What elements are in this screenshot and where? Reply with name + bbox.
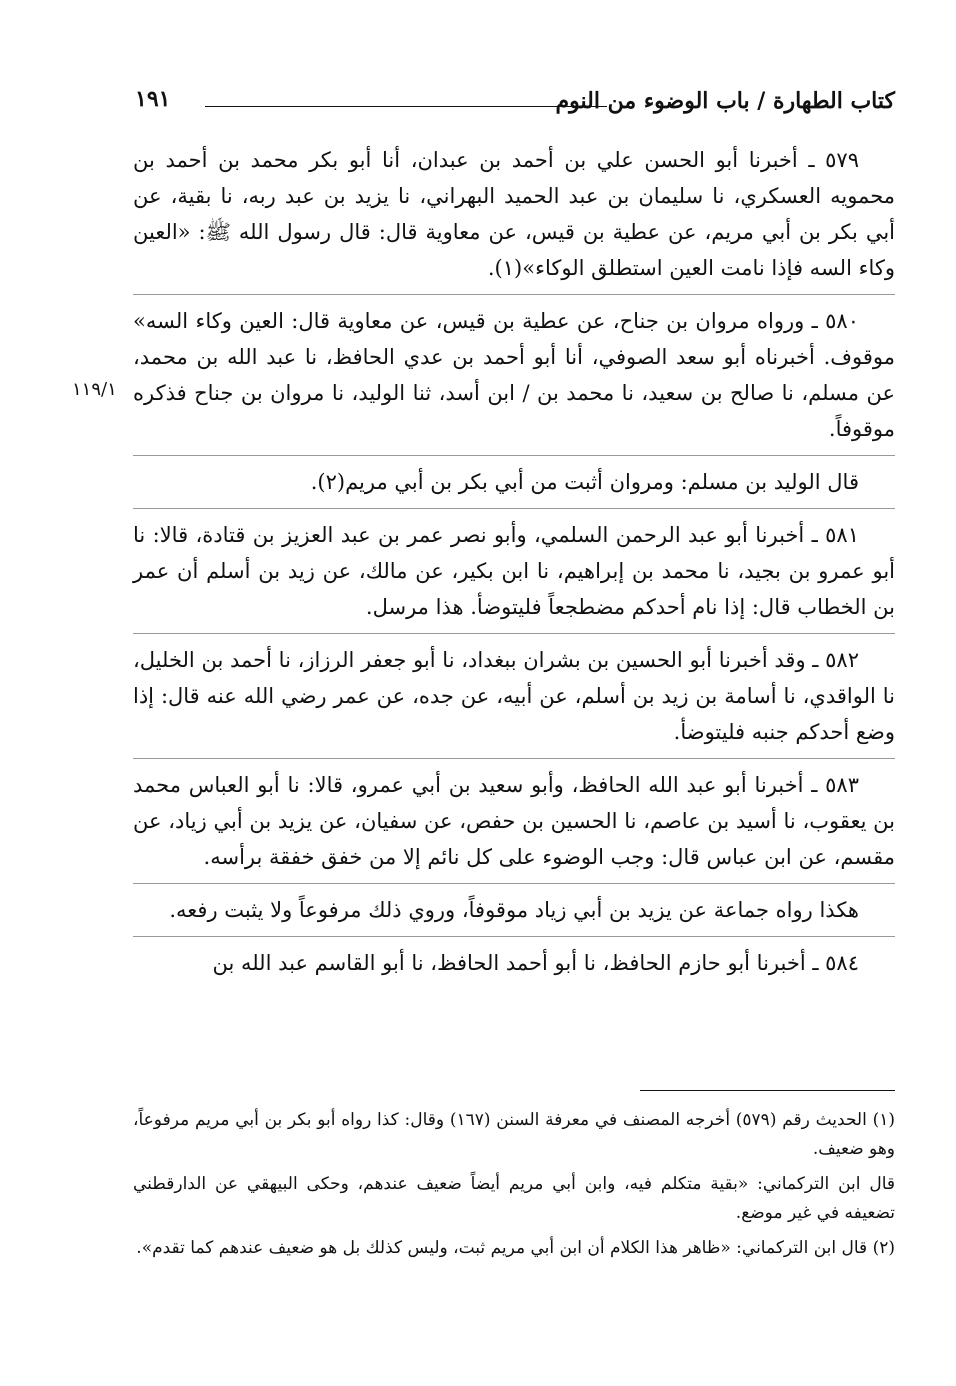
page-number: ١٩١ <box>135 86 171 112</box>
hadith-584: ٥٨٤ ـ أخبرنا أبو حازم الحافظ، نا أبو أحمد الحافظ، نا أبو القاسم عبد الله بن <box>212 951 859 975</box>
main-text <box>133 142 895 989</box>
hadith-580: ٥٨٠ ـ ورواه مروان بن جناح، عن عطية بن قيس، عن معاوية قال: العين وكاء السه» موقوف. أخبرناه أبو سعد الصوفي، أنا أبو أحمد بن عدي الحافظ، نا عبد الله بن محمد، عن مسلم، نا صالح بن سعيد، نا محمد بن / ابن أسد، ثنا الوليد، نا مروان بن جناح فذكره موقوفاً. <box>133 309 895 441</box>
commentary-waleed: قال الوليد بن مسلم: ومروان أثبت من أبي بكر بن أبي مريم(٢). <box>310 470 859 494</box>
hadith-583: ٥٨٣ ـ أخبرنا أبو عبد الله الحافظ، وأبو سعيد بن أبي عمرو، قالا: نا أبو العباس محمد بن يعقوب، نا أسيد بن عاصم، نا الحسين بن حفص، عن سفيان، عن يزيد بن أبي زياد، عن مقسم، عن ابن عباس قال: وجب الوضوء على كل نائم إلا من خفق خفقة برأسه. <box>133 773 895 869</box>
header-rule <box>205 106 607 107</box>
chapter-title: كتاب الطهارة / باب الوضوء من النوم <box>555 88 895 114</box>
hadith-579: ٥٧٩ ـ أخبرنا أبو الحسن علي بن أحمد بن عبدان، أنا أبو بكر محمد بن أحمد بن محمويه العسكري، نا سليمان بن عبد الحميد البهراني، نا يزيد بن عبد ربه، نا بقية، عن أبي بكر بن أبي مريم، عن عطية بن قيس، عن معاوية قال: قال رسول الله ﷺ: «العين وكاء السه فإذا نامت العين استطلق الوكاء»(١). <box>133 148 895 280</box>
hadith-582: ٥٨٢ ـ وقد أخبرنا أبو الحسين بن بشران ببغداد، نا أبو جعفر الرزاز، نا أحمد بن الخليل، نا الواقدي، نا أسامة بن زيد بن أسلم، عن أبيه، عن جده، عن عمر رضي الله عنه قال: إذا وضع أحدكم جنبه فليتوضأ. <box>133 648 895 744</box>
paragraph-divider <box>133 455 895 456</box>
paragraph-divider <box>133 883 895 884</box>
margin-reference: ١١٩/١ <box>72 379 117 400</box>
commentary-mawquf: هكذا رواه جماعة عن يزيد بن أبي زياد موقوفاً، وروي ذلك مرفوعاً ولا يثبت رفعه. <box>169 898 859 922</box>
paragraph-divider <box>133 758 895 759</box>
paragraph-divider <box>133 508 895 509</box>
paragraph-divider <box>133 294 895 295</box>
footnotes <box>133 1106 895 1269</box>
paragraph-divider <box>133 936 895 937</box>
footnote-1: (١) الحديث رقم (٥٧٩) أخرجه المصنف في معرفة السنن (١٦٧) وقال: كذا رواه أبو بكر بن أبي مريم مرفوعاً، وهو ضعيف. <box>133 1110 895 1159</box>
footnote-2: (٢) قال ابن التركماني: «ظاهر هذا الكلام أن ابن أبي مريم ثبت، وليس كذلك بل هو ضعيف عندهم كما تقدم». <box>136 1238 895 1258</box>
paragraph-divider <box>133 633 895 634</box>
footnote-separator <box>640 1090 895 1091</box>
running-header <box>135 84 895 124</box>
hadith-581: ٥٨١ ـ أخبرنا أبو عبد الرحمن السلمي، وأبو نصر عمر بن عبد العزيز بن قتادة، قالا: نا أبو عمرو بن بجيد، نا محمد بن إبراهيم، نا ابن بكير، عن مالك، عن زيد بن أسلم أن عمر بن الخطاب قال: إذا نام أحدكم مضطجعاً فليتوضأ. هذا مرسل. <box>133 523 895 619</box>
footnote-1-continued: قال ابن التركماني: «بقية متكلم فيه، وابن أبي مريم أيضاً ضعيف عندهم، وحكى البيهقي عن الدارقطني تضعيفه في غير موضع. <box>133 1174 895 1223</box>
